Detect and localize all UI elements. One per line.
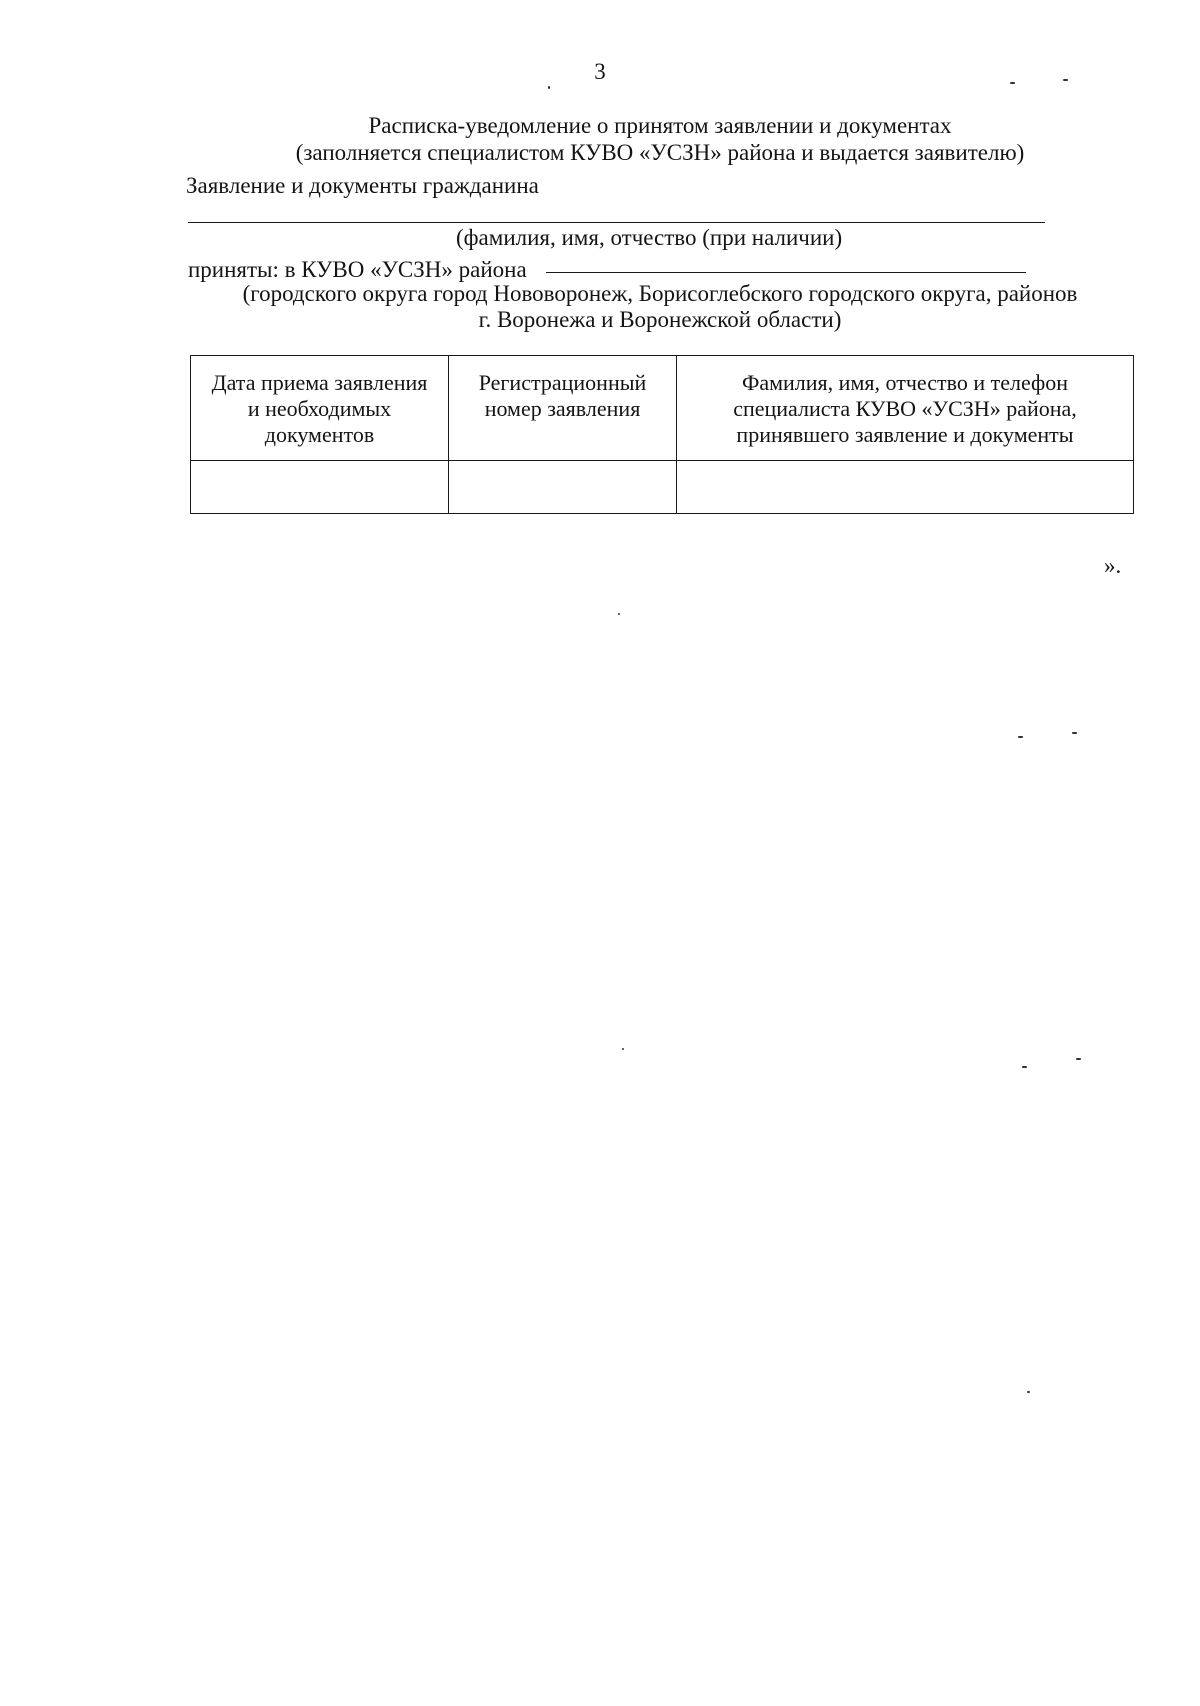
scan-speck bbox=[1022, 1066, 1027, 1068]
date-entry-cell[interactable] bbox=[191, 461, 449, 514]
district-fill-line[interactable] bbox=[546, 272, 1026, 273]
header-line: и необходимых bbox=[247, 396, 392, 421]
district-hint-line2: г. Воронежа и Воронежской области) bbox=[478, 307, 842, 332]
scan-speck bbox=[1072, 732, 1077, 734]
header-line: Фамилия, имя, отчество и телефон bbox=[741, 370, 1069, 395]
header-line: Регистрационный bbox=[478, 370, 647, 395]
applicant-fio-line[interactable] bbox=[188, 222, 1045, 223]
applicant-label: Заявление и документы гражданина bbox=[186, 173, 539, 198]
header-line: номер заявления bbox=[484, 396, 641, 421]
registration-table bbox=[190, 355, 1134, 514]
scan-speck bbox=[1076, 1058, 1081, 1060]
header-line: Дата приема заявления bbox=[211, 370, 428, 395]
scan-speck bbox=[1018, 736, 1023, 738]
table-row bbox=[191, 461, 1134, 514]
scan-speck bbox=[618, 613, 620, 615]
header-line: специалиста КУВО «УСЗН» района, bbox=[733, 396, 1077, 421]
scan-speck bbox=[1010, 82, 1015, 84]
scan-speck bbox=[1027, 1391, 1030, 1393]
closing-quote: ». bbox=[1104, 553, 1122, 578]
scan-speck bbox=[1063, 79, 1068, 81]
header-regnum-cell bbox=[449, 356, 677, 461]
header-line: документов bbox=[264, 422, 375, 447]
district-hint-line1: (городского округа город Нововоронеж, Борисоглебского городского округа, районов bbox=[242, 281, 1078, 306]
specialist-entry-cell[interactable] bbox=[677, 461, 1134, 514]
regnum-entry-cell[interactable] bbox=[449, 461, 677, 514]
header-specialist-cell bbox=[677, 356, 1134, 461]
document-subtitle: (заполняется специалистом КУВО «УСЗН» района и выдается заявителю) bbox=[295, 140, 1025, 165]
header-date-cell bbox=[191, 356, 449, 461]
header-line: принявшего заявление и документы bbox=[736, 422, 1074, 447]
table-header-row bbox=[191, 356, 1134, 461]
accepted-label: приняты: в КУВО «УСЗН» района bbox=[188, 257, 527, 282]
fio-hint: (фамилия, имя, отчество (при наличии) bbox=[456, 225, 843, 250]
page-number: 3 bbox=[594, 59, 606, 84]
document-title: Расписка-уведомление о принятом заявлении и документах bbox=[368, 113, 952, 138]
scan-speck bbox=[548, 86, 550, 89]
scan-speck bbox=[622, 1048, 624, 1050]
